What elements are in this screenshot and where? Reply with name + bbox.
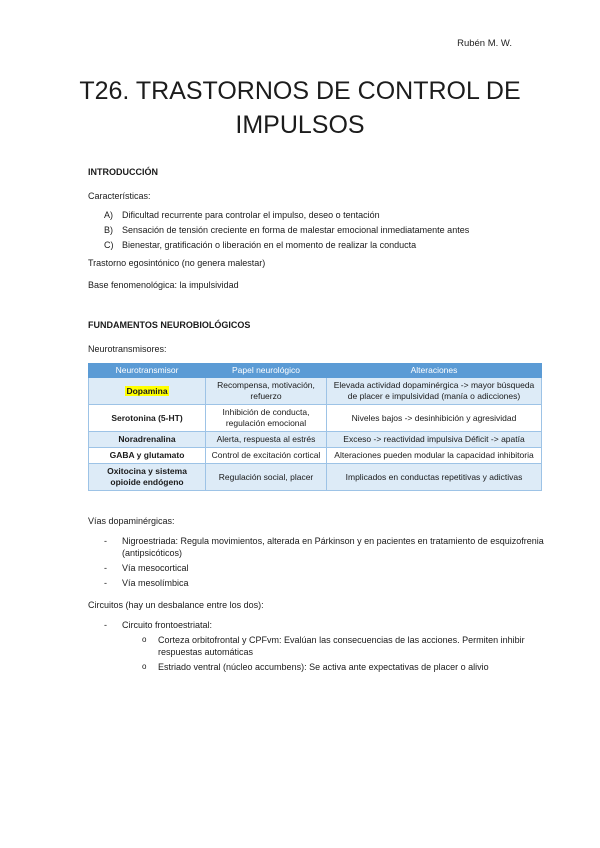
list-item [104, 224, 548, 236]
circuitos-label: Circuitos (hay un desbalance entre los dos): [88, 600, 264, 610]
list-item-text: Nigroestriada: Regula movimientos, alterada en Párkinson y en pacientes en tratamiento de esquizofrenia (antipsicóticos) [122, 536, 544, 558]
list-item [104, 239, 548, 251]
column-header: Neurotransmisor [89, 364, 206, 378]
list-item-text: Circuito frontoestriatal: [122, 620, 213, 630]
table-cell: Regulación social, placer [206, 464, 327, 491]
column-header: Alteraciones [327, 364, 542, 378]
table-row [89, 432, 542, 448]
intro-heading: INTRODUCCIÓN [88, 167, 158, 177]
table-cell [89, 378, 206, 405]
base-text: Base fenomenológica: la impulsividad [88, 280, 239, 290]
table-cell: GABA y glutamato [89, 448, 206, 464]
dash-bullet: - [104, 620, 107, 630]
list-item [104, 535, 548, 559]
table-row [89, 464, 542, 491]
list-item [104, 619, 548, 631]
list-item-text: Bienestar, gratificación o liberación en el momento de realizar la conducta [122, 240, 417, 250]
table-cell: Niveles bajos -> desinhibición y agresividad [327, 405, 542, 432]
dash-bullet: - [104, 563, 107, 573]
column-header: Papel neurológico [206, 364, 327, 378]
vias-list [88, 535, 548, 589]
circle-bullet: o [142, 635, 147, 644]
table-cell: Alteraciones pueden modular la capacidad inhibitoria [327, 448, 542, 464]
table-cell: Exceso -> reactividad impulsiva Déficit -> apatía [327, 432, 542, 448]
list-item-text: Vía mesocortical [122, 563, 189, 573]
neurotransmisores-label: Neurotransmisores: [88, 344, 167, 354]
table-cell: Oxitocina y sistema opioide endógeno [89, 464, 206, 491]
list-item [142, 661, 548, 673]
table-cell: Elevada actividad dopaminérgica -> mayor búsqueda de placer e impulsividad (manía o adicciones) [327, 378, 542, 405]
highlighted-text: Dopamina [126, 385, 168, 396]
dash-bullet: - [104, 578, 107, 588]
table-header-row [89, 364, 542, 378]
table-row [89, 405, 542, 432]
caracteristicas-label: Características: [88, 191, 151, 201]
table-cell: Alerta, respuesta al estrés [206, 432, 327, 448]
vias-label: Vías dopaminérgicas: [88, 516, 175, 526]
document-body [88, 166, 548, 676]
dash-bullet: - [104, 536, 107, 546]
list-item [104, 209, 548, 221]
list-marker: A) [104, 210, 113, 220]
page-title: T26. TRASTORNOS DE CONTROL DE IMPULSOS [79, 77, 521, 139]
list-item [104, 562, 548, 574]
list-item [142, 634, 548, 658]
table-cell: Control de excitación cortical [206, 448, 327, 464]
list-item-text: Estriado ventral (núcleo accumbens): Se activa ante expectativas de placer o alivio [158, 662, 489, 672]
table-cell: Noradrenalina [89, 432, 206, 448]
list-item-text: Dificultad recurrente para controlar el impulso, deseo o tentación [122, 210, 380, 220]
list-marker: C) [104, 240, 114, 250]
list-item [104, 577, 548, 589]
table-row [89, 378, 542, 405]
table-cell: Implicados en conductas repetitivas y adictivas [327, 464, 542, 491]
table-cell: Inhibición de conducta, regulación emocional [206, 405, 327, 432]
list-item-text: Sensación de tensión creciente en forma de malestar emocional inmediatamente antes [122, 225, 470, 235]
circle-bullet: o [142, 662, 147, 671]
list-marker: B) [104, 225, 113, 235]
caracteristicas-list [88, 209, 548, 251]
table-cell: Serotonina (5-HT) [89, 405, 206, 432]
table-row [89, 448, 542, 464]
author-name: Rubén M. W. [457, 38, 512, 49]
fundamentos-heading: FUNDAMENTOS NEUROBIOLÓGICOS [88, 320, 251, 330]
egosintonico-text: Trastorno egosintónico (no genera malestar) [88, 258, 266, 268]
list-item-text: Vía mesolímbica [122, 578, 189, 588]
circuitos-list [88, 619, 548, 673]
circuito-sublist [104, 634, 548, 673]
neurotransmitter-table [88, 363, 542, 491]
list-item-text: Corteza orbitofrontal y CPFvm: Evalúan las consecuencias de las acciones. Permiten inhibir respuestas automáticas [158, 635, 525, 657]
table-cell: Recompensa, motivación, refuerzo [206, 378, 327, 405]
